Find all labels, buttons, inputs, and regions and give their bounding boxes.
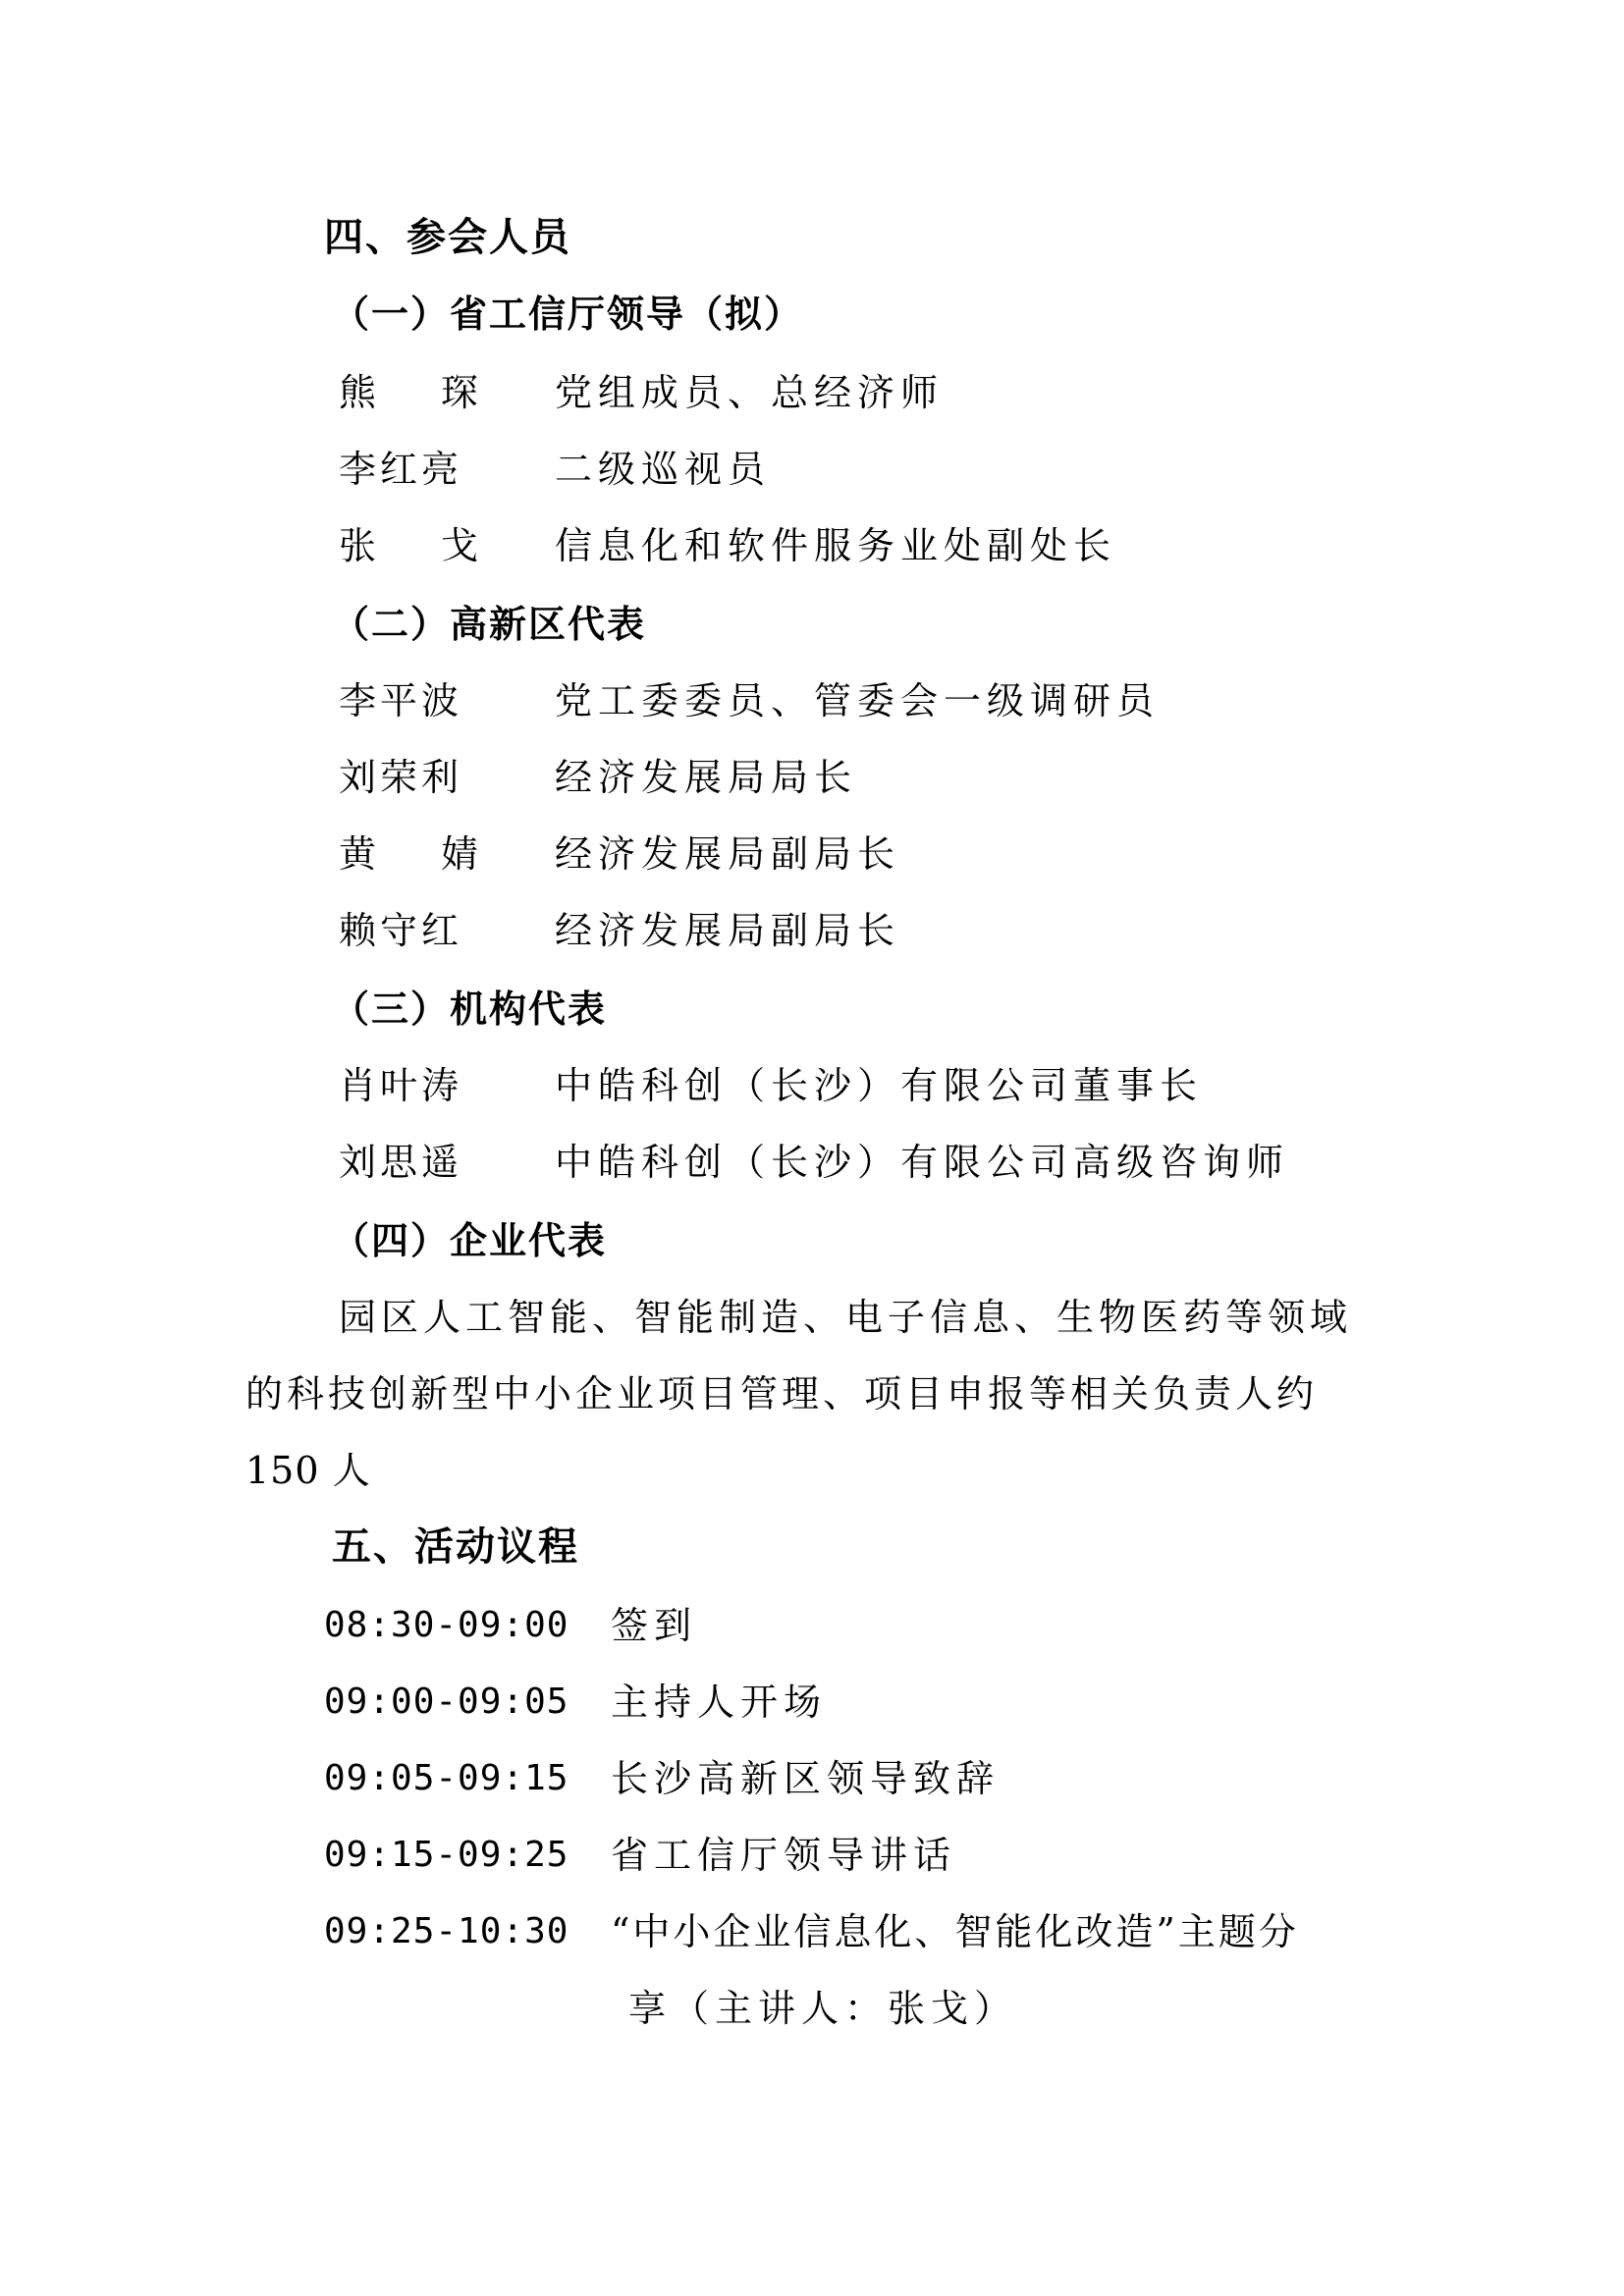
attendee-name: 刘荣利 [339, 756, 463, 799]
group-heading: （二）高新区代表 [332, 602, 647, 646]
attendee-role: 二级巡视员 [555, 448, 772, 491]
agenda-time: 09:15-09:25 [324, 1835, 569, 1875]
attendee-role: 经济发展局副局长 [555, 909, 901, 952]
group-heading: （四）企业代表 [332, 1218, 608, 1262]
paragraph-line: 150 人 [245, 1449, 371, 1492]
attendee-role: 信息化和软件服务业处副处长 [555, 524, 1117, 567]
agenda-time: 08:30-09:00 [324, 1605, 569, 1645]
paragraph-line: 的科技创新型中小企业项目管理、项目申报等相关负责人约 [245, 1372, 1319, 1415]
paragraph-line: 园区人工智能、智能制造、电子信息、生物医药等领域 [339, 1296, 1353, 1339]
attendee-name: 李平波 [339, 679, 463, 722]
attendee-name: 黄 婧 [339, 832, 479, 876]
agenda-time: 09:25-10:30 [324, 1911, 569, 1951]
agenda-item: “中小企业信息化、智能化改造”主题分 [611, 1910, 1299, 1953]
attendee-name: 熊 琛 [339, 371, 479, 414]
agenda-time: 09:05-09:15 [324, 1758, 569, 1798]
attendee-name: 张 戈 [339, 524, 479, 567]
agenda-item: 长沙高新区领导致辞 [611, 1757, 1001, 1800]
attendee-name: 李红亮 [339, 448, 463, 491]
attendee-name: 赖守红 [339, 909, 463, 952]
section-heading: 五、活动议程 [332, 1523, 579, 1570]
agenda-time: 09:00-09:05 [324, 1682, 569, 1722]
agenda-item: 省工信厅领导讲话 [611, 1834, 957, 1877]
section-heading: 四、参会人员 [324, 214, 571, 260]
attendee-role: 中皓科创（长沙）有限公司董事长 [555, 1064, 1204, 1107]
agenda-item-continuation: 享（主讲人：张戈） [628, 1987, 1018, 2030]
attendee-role: 中皓科创（长沙）有限公司高级咨询师 [555, 1141, 1290, 1184]
attendee-role: 经济发展局局长 [555, 756, 858, 799]
agenda-item: 主持人开场 [611, 1681, 828, 1724]
group-heading: （一）省工信厅领导（拟） [332, 292, 804, 336]
attendee-role: 经济发展局副局长 [555, 832, 901, 876]
attendee-role: 党工委委员、管委会一级调研员 [555, 679, 1161, 722]
agenda-item: 签到 [611, 1604, 698, 1647]
attendee-name: 刘思遥 [339, 1141, 463, 1184]
attendee-name: 肖叶涛 [339, 1064, 463, 1107]
group-heading: （三）机构代表 [332, 987, 608, 1031]
attendee-role: 党组成员、总经济师 [555, 371, 945, 414]
